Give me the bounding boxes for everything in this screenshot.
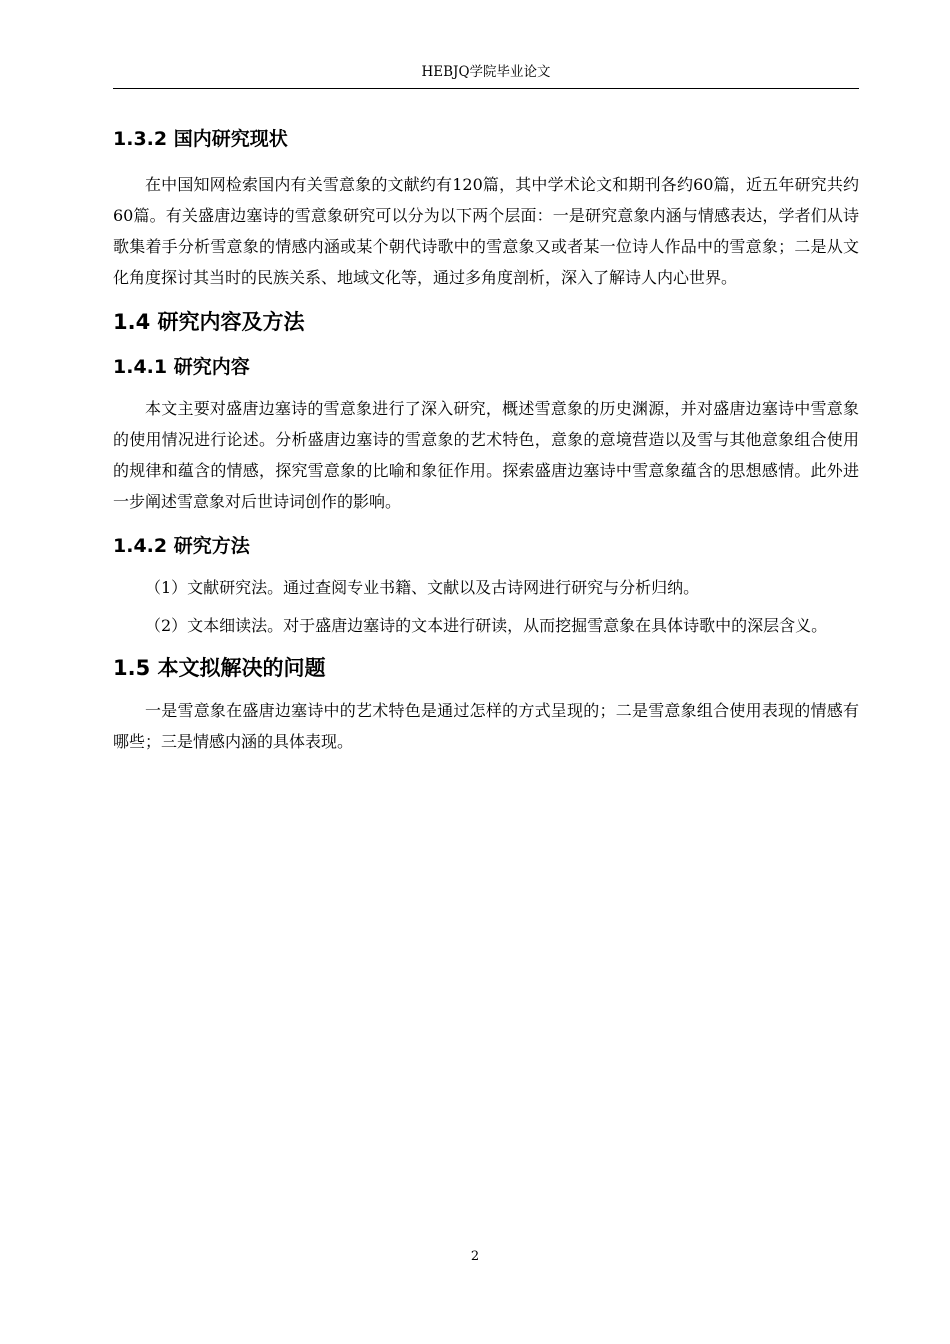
paragraph-research-content: 本文主要对盛唐边塞诗的雪意象进行了深入研究，概述雪意象的历史渊源，并对盛唐边塞诗中雪意象的使用情况进行论述。分析盛唐边塞诗的雪意象的艺术特色，意象的意境营造以及雪与其他意象组合使用的规律和蕴含的情感，探究雪意象的比喻和象征作用。探索盛唐边塞诗中雪意象蕴含的思想感情。此外进一步阐述雪意象对后世诗词创作的影响。 — [113, 399, 859, 511]
paragraph-domestic-research: 在中国知网检索国内有关雪意象的文献约有120篇，其中学术论文和期刊各约60篇，近五年研究共约60篇。有关盛唐边塞诗的雪意象研究可以分为以下两个层面：一是研究意象内涵与情感表达，学者们从诗歌集着手分析雪意象的情感内涵或某个朝代诗歌中的雪意象又或者某一位诗人作品中的雪意象；二是从文化角度探讨其当时的民族关系、地域文化等，通过多角度剖析，深入了解诗人内心世界。 — [113, 175, 859, 287]
heading-1-5: 1.5 本文拟解决的问题 — [113, 656, 326, 680]
heading-1-3-2: 1.3.2 国内研究现状 — [113, 128, 288, 150]
list-item-close-reading-method: （2）文本细读法。对于盛唐边塞诗的文本进行研读，从而挖掘雪意象在具体诗歌中的深层含义。 — [145, 616, 828, 635]
heading-1-4: 1.4 研究内容及方法 — [113, 310, 305, 334]
page-header — [113, 60, 859, 89]
document-body — [113, 118, 859, 757]
paragraph-problems-to-solve: 一是雪意象在盛唐边塞诗中的艺术特色是通过怎样的方式呈现的；二是雪意象组合使用表现的情感有哪些；三是情感内涵的具体表现。 — [113, 701, 859, 751]
list-item-literature-method: （1）文献研究法。通过查阅专业书籍、文献以及古诗网进行研究与分析归纳。 — [145, 578, 700, 597]
heading-1-4-1: 1.4.1 研究内容 — [113, 356, 250, 378]
heading-1-4-2: 1.4.2 研究方法 — [113, 535, 250, 557]
page-number: 2 — [470, 1249, 480, 1264]
header-title: HEBJQ学院毕业论文 — [421, 64, 551, 80]
